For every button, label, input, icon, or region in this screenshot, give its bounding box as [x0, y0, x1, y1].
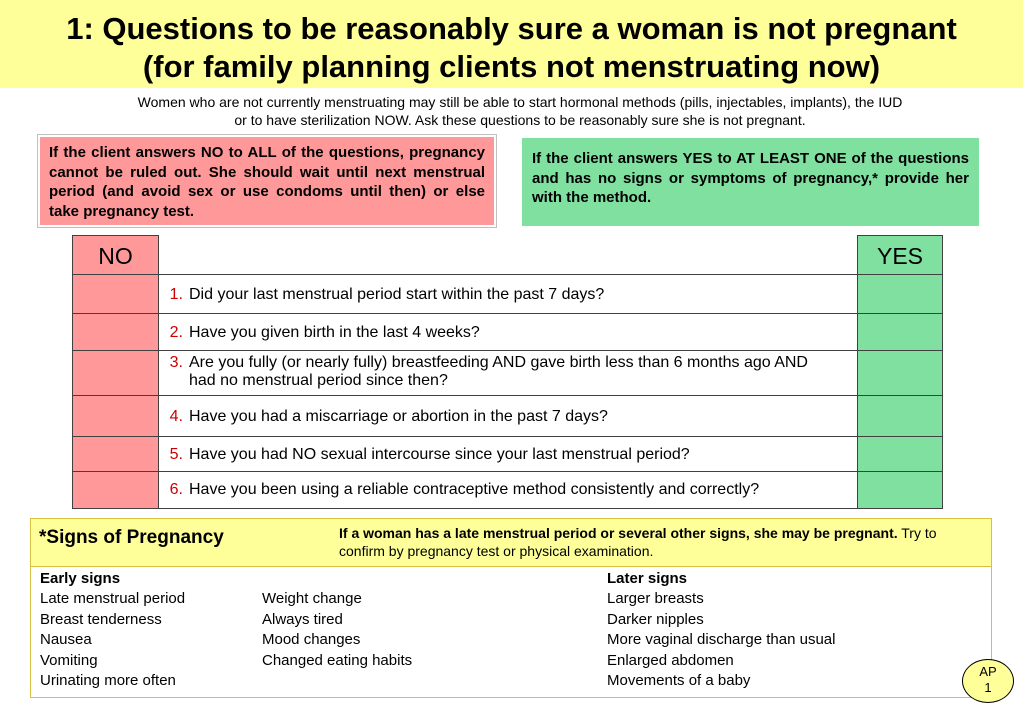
question-row-4 [159, 395, 857, 437]
page-title [0, 0, 1023, 86]
question-row-3 [159, 350, 857, 396]
sign-item: Changed eating habits [262, 651, 413, 669]
yes-answer-cell-1[interactable] [857, 274, 943, 314]
sign-item: Urinating more often [40, 672, 176, 690]
badge-line2: 1 [984, 680, 992, 695]
yes-answer-cell-4[interactable] [857, 395, 943, 437]
sign-item: Mood changes [262, 631, 361, 649]
sign-item: More vaginal discharge than usual [607, 631, 836, 649]
sign-item: Larger breasts [607, 590, 704, 608]
signs-note-bold: If a woman has a late menstrual period or several other signs, she may be pregnant. [339, 525, 898, 541]
question-number: 6. [169, 481, 183, 498]
early-signs-list-2 [262, 589, 502, 671]
sign-item: Nausea [40, 631, 92, 649]
sign-item: Breast tenderness [40, 610, 162, 628]
yes-answer-cell-3[interactable] [857, 350, 943, 396]
page-badge [962, 659, 1014, 703]
badge-line1: AP [979, 664, 997, 679]
signs-title: *Signs of Pregnancy [39, 527, 224, 548]
signs-note-rest: Try to confirm by pregnancy test or physical examination. [339, 525, 937, 559]
no-answer-cell-6[interactable] [72, 471, 159, 509]
no-answer-cell-3[interactable] [72, 350, 159, 396]
question-row-5 [159, 436, 857, 472]
question-row-2 [159, 313, 857, 351]
intro-line2: or to have sterilization NOW. Ask these questions to be reasonably sure she is not pregnant. [234, 112, 806, 128]
question-number: 1. [169, 285, 183, 303]
later-signs-header: Later signs [607, 570, 688, 587]
question-number: 4. [169, 407, 183, 425]
question-text: Have you had NO sexual intercourse since your last menstrual period? [189, 445, 690, 463]
no-column-header: NO [72, 235, 159, 275]
sign-item: Darker nipples [607, 610, 704, 628]
question-row-1 [159, 274, 857, 314]
sign-item: Always tired [262, 610, 343, 628]
sign-item: Weight change [262, 590, 362, 608]
no-instruction-box: If the client answers NO to ALL of the questions, pregnancy cannot be ruled out. She should wait until next menstrual period (and avoid sex or use condoms until then) or else take pregnancy test. [38, 135, 496, 227]
question-text: Have you been using a reliable contraceptive method consistently and correctly? [189, 481, 760, 498]
question-number: 5. [169, 445, 183, 463]
yes-column-header: YES [857, 235, 943, 275]
page-title-line1: 1: Questions to be reasonably sure a woman is not pregnant [66, 11, 957, 46]
yes-answer-cell-2[interactable] [857, 313, 943, 351]
sign-item: Enlarged abdomen [607, 651, 734, 669]
early-signs-list-1 [40, 569, 260, 691]
yes-instruction-box: If the client answers YES to AT LEAST ONE of the questions and has no signs or symptoms of pregnancy,* provide her with the method. [522, 138, 979, 226]
sign-item: Movements of a baby [607, 672, 751, 690]
intro-text [40, 93, 1000, 129]
question-number: 3. [169, 354, 183, 371]
question-text: Have you had a miscarriage or abortion in the past 7 days? [189, 407, 608, 425]
later-signs-list [607, 569, 927, 691]
title-band [0, 0, 1023, 88]
page-title-line2: (for family planning clients not menstruating now) [142, 49, 881, 84]
question-text: Did your last menstrual period start within the past 7 days? [189, 285, 605, 303]
sign-item: Late menstrual period [40, 590, 186, 608]
sign-item: Vomiting [40, 651, 98, 669]
no-answer-cell-4[interactable] [72, 395, 159, 437]
signs-note [339, 524, 979, 560]
no-answer-cell-1[interactable] [72, 274, 159, 314]
yes-answer-cell-5[interactable] [857, 436, 943, 472]
no-answer-cell-5[interactable] [72, 436, 159, 472]
question-text: Are you fully (or nearly fully) breastfeeding AND gave birth less than 6 months ago AND had no menstrual period since then? [189, 354, 808, 389]
yes-answer-cell-6[interactable] [857, 471, 943, 509]
question-row-6 [159, 471, 857, 509]
question-number: 2. [169, 323, 183, 341]
no-answer-cell-2[interactable] [72, 313, 159, 351]
signs-header [31, 519, 991, 567]
signs-of-pregnancy-panel [30, 518, 992, 698]
question-text: Have you given birth in the last 4 weeks? [189, 323, 480, 341]
intro-line1: Women who are not currently menstruating may still be able to start hormonal methods (pills, injectables, implants), the IUD [137, 94, 903, 110]
early-signs-header: Early signs [40, 570, 121, 587]
